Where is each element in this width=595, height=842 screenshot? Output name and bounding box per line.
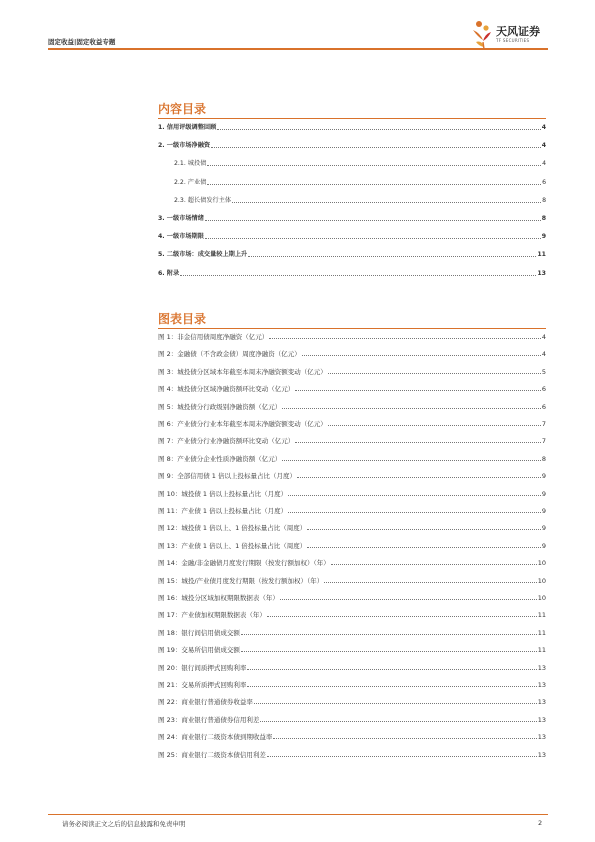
figure-entry[interactable] [158, 542, 546, 550]
figure-entry-page: 13 [537, 681, 546, 689]
figure-entry-leader [288, 495, 541, 496]
figure-entry-leader [247, 686, 536, 687]
figure-entry-page: 10 [537, 576, 546, 585]
figure-entry-label: 图 2：金融债（不含政金债）周度净融资（亿元） [158, 350, 301, 359]
figure-entry-page: 11 [537, 646, 546, 655]
figure-entry[interactable] [158, 333, 546, 341]
footer-disclaimer: 请务必阅读正文之后的信息披露和免责申明 [62, 820, 186, 828]
figure-entry[interactable] [158, 490, 546, 498]
figure-entry-leader [273, 738, 536, 739]
figure-entry-label: 图 8：产业债分企业性质净融资额（亿元） [158, 454, 282, 463]
figure-entry[interactable] [158, 437, 546, 445]
figure-entry-page: 4 [541, 333, 546, 341]
figure-entry-leader [328, 373, 541, 374]
figure-entry[interactable] [158, 524, 546, 532]
figure-entry-leader [295, 390, 541, 391]
figure-entry-leader [282, 460, 541, 461]
figure-entry[interactable] [158, 472, 546, 480]
figure-entry[interactable] [158, 577, 546, 585]
figure-entry-label: 图 18：银行间信用债成交额 [158, 628, 240, 637]
figure-entry-leader [254, 703, 537, 704]
figure-entry-leader [260, 721, 536, 722]
figure-entry[interactable] [158, 611, 546, 619]
toc-entry[interactable] [158, 270, 546, 278]
figure-entry-page: 5 [541, 367, 546, 376]
toc-entry-label: 2. 一级市场净融资 [158, 142, 211, 149]
toc-entry-page: 4 [541, 142, 546, 149]
figure-entry-label: 图 17：产业债加权期限数据表（年） [158, 611, 266, 620]
figure-entry-label: 图 1：非金信用债周度净融资（亿元） [158, 333, 269, 341]
toc-entry[interactable] [158, 215, 546, 223]
toc-entry[interactable] [158, 160, 546, 168]
page-number: 2 [538, 819, 543, 827]
figure-entry-label: 图 5：城投债分行政级别净融资额（亿元） [158, 402, 282, 411]
figure-entry[interactable] [158, 646, 546, 654]
figure-entry-label: 图 21：交易所质押式回购利率 [158, 681, 247, 689]
toc-entry[interactable] [158, 251, 546, 259]
figure-entry-leader [280, 599, 537, 600]
figure-entry-page: 7 [541, 437, 546, 446]
figure-entry-leader [324, 582, 536, 583]
figure-entry-leader [331, 564, 537, 565]
figure-entry[interactable] [158, 507, 546, 515]
figure-entry-label: 图 15：城投/产业债月度发行期限（按发行额加权）（年） [158, 576, 324, 585]
figure-entry-page: 9 [541, 472, 546, 481]
figure-entry-label: 图 3：城投债分区域本年截至本周末净融资额变动（亿元） [158, 367, 327, 376]
toc-entry-leader [217, 129, 540, 130]
figure-entry-leader [241, 651, 537, 652]
figure-entry-page: 6 [541, 402, 546, 411]
figure-entry-leader [328, 425, 541, 426]
toc-entry-page: 8 [542, 197, 546, 204]
figure-entry-leader [241, 634, 537, 635]
toc-entry-label: 2.3. 超长债发行主体 [174, 197, 232, 204]
figure-entry-leader [247, 669, 536, 670]
figure-entry-leader [282, 408, 541, 409]
figure-entry-leader [269, 338, 541, 339]
figure-entry-page: 13 [537, 733, 546, 742]
figure-entry-page: 10 [537, 559, 546, 568]
figure-entry-page: 11 [537, 611, 546, 620]
toc-entry-label: 5. 二级市场：成交量较上期上升 [158, 251, 248, 258]
figure-entry-page: 9 [541, 541, 546, 550]
toc-entry-leader [207, 184, 541, 185]
toc-entry-leader [207, 165, 541, 166]
toc-entry-leader [232, 202, 541, 203]
figure-entry-page: 9 [541, 507, 546, 515]
figure-entry-leader [307, 529, 541, 530]
figure-entry-page: 10 [537, 594, 546, 602]
figure-entry[interactable] [158, 368, 546, 376]
figure-entry[interactable] [158, 733, 546, 741]
figure-entry-label: 图 12：城投债 1 倍以上、1 倍投标量占比（周度） [158, 524, 307, 533]
toc-title-rule [158, 118, 546, 119]
figure-entry-page: 4 [541, 350, 546, 359]
figure-entry-leader [307, 547, 541, 548]
figure-entry-page: 6 [541, 385, 546, 394]
toc-entry-leader [205, 238, 541, 239]
figure-entry-page: 13 [537, 750, 546, 759]
figure-entry-page: 8 [541, 454, 546, 463]
figure-entry-page: 9 [541, 524, 546, 533]
figure-entry-leader [267, 616, 537, 617]
figure-entry-page: 13 [537, 698, 546, 707]
figure-entry-label: 图 22：商业银行普通债券收益率 [158, 698, 253, 707]
toc-entry-leader [211, 147, 541, 148]
figure-entry-label: 图 10：城投债 1 倍以上投标量占比（月度） [158, 489, 288, 498]
toc-entry[interactable] [158, 179, 546, 187]
logo-text-cn: 天风证券 [496, 25, 540, 38]
figure-entry-label: 图 4：城投债分区域净融资额环比变动（亿元） [158, 385, 295, 394]
figure-entry-page: 13 [537, 715, 546, 724]
figure-entry-label: 图 24：商业银行二级资本债到期收益率 [158, 733, 273, 742]
toc-entry-label: 4. 一级市场期限 [158, 233, 204, 240]
figure-entry-label: 图 20：银行间质押式回购利率 [158, 663, 247, 672]
figure-entry[interactable] [158, 403, 546, 411]
toc-title: 内容目录 [158, 102, 207, 116]
figure-entry-label: 图 19：交易所信用债成交额 [158, 646, 240, 655]
toc-entry-page: 8 [541, 215, 546, 222]
toc-entry-page: 13 [537, 270, 546, 277]
figure-entry-label: 图 25：商业银行二级资本债信用利差 [158, 750, 266, 759]
toc-entry[interactable] [158, 142, 546, 150]
toc-entry[interactable] [158, 197, 546, 205]
toc-entry-label: 3. 一级市场情绪 [158, 215, 204, 222]
figure-entry-label: 图 9：全部信用债 1 倍以上投标量占比（月度） [158, 472, 296, 481]
toc-entry-page: 9 [541, 233, 546, 240]
figure-entry[interactable] [158, 350, 546, 358]
figure-entry[interactable] [158, 698, 546, 706]
toc-entry-leader [205, 220, 541, 221]
figure-entry-label: 图 16：城投分区域加权期限数据表（年） [158, 594, 279, 602]
figure-entry-label: 图 13：产业债 1 倍以上、1 倍投标量占比（周度） [158, 541, 307, 550]
figure-entry-label: 图 23：商业银行普通债券信用利差 [158, 715, 260, 724]
figure-entry-page: 13 [537, 663, 546, 672]
toc-entry[interactable] [158, 233, 546, 241]
figure-entry[interactable] [158, 716, 546, 724]
logo-text-en: TF SECURITIES [496, 38, 530, 43]
figure-entry[interactable] [158, 629, 546, 637]
figure-entry-label: 图 14：金融/非金融债月度发行期限（按发行额加权）（年） [158, 559, 330, 568]
figure-entry-leader [302, 355, 541, 356]
toc-entry-page: 4 [541, 124, 546, 131]
toc-entry-page: 6 [542, 179, 546, 186]
figure-entry[interactable] [158, 664, 546, 672]
figures-title-rule [158, 328, 546, 329]
toc-entry-leader [248, 256, 536, 257]
toc-entry-page: 11 [537, 251, 546, 258]
figure-entry[interactable] [158, 455, 546, 463]
figure-entry-page: 7 [541, 420, 546, 428]
footer-divider [48, 814, 548, 815]
figure-entry[interactable] [158, 751, 546, 759]
figure-entry-label: 图 6：产业债分行业本年截至本周末净融资额变动（亿元） [158, 420, 327, 428]
figure-entry-label: 图 11：产业债 1 倍以上投标量占比（月度） [158, 507, 288, 515]
figure-entry[interactable] [158, 385, 546, 393]
toc-entry-label: 1. 信用评级调整回顾 [158, 124, 217, 131]
toc-entry-leader [180, 275, 536, 276]
header-section-label: 固定收益|固定收益专题 [48, 38, 116, 46]
figure-entry[interactable] [158, 559, 546, 567]
toc-entry[interactable] [158, 124, 546, 132]
logo-mark-icon [470, 20, 494, 50]
toc-entry-page: 4 [542, 160, 546, 167]
figure-entry-leader [267, 756, 537, 757]
figure-entry-label: 图 7：产业债分行业净融资额环比变动（亿元） [158, 437, 295, 446]
figure-entry[interactable] [158, 594, 546, 602]
figure-entry-leader [295, 442, 541, 443]
toc-entry-label: 2.1. 城投债 [174, 160, 207, 167]
figure-entry-leader [288, 512, 541, 513]
figure-entry[interactable] [158, 681, 546, 689]
toc-entry-label: 6. 附录 [158, 270, 180, 277]
header-divider [48, 48, 548, 50]
figure-entry-page: 11 [537, 628, 546, 637]
figure-entry[interactable] [158, 420, 546, 428]
toc-entry-label: 2.2. 产业债 [174, 179, 207, 186]
figures-title: 图表目录 [158, 312, 207, 326]
figure-entry-leader [297, 477, 541, 478]
figure-entry-page: 9 [541, 489, 546, 498]
